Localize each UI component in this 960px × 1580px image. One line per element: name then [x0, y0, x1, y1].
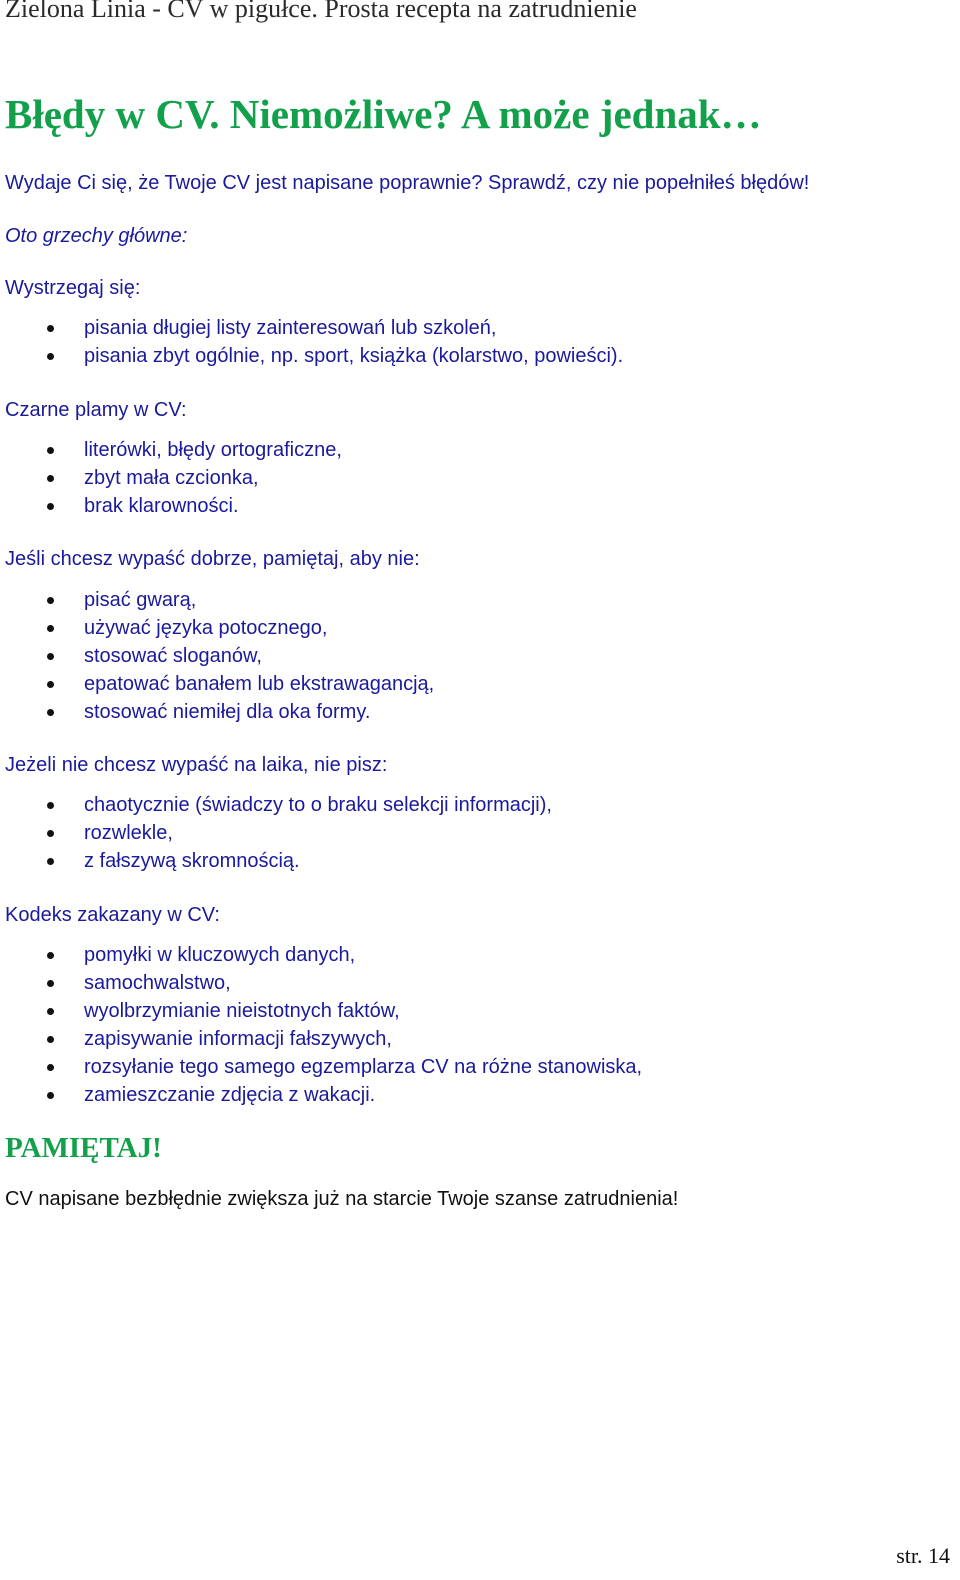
list-item-text: brak klarowności.: [84, 495, 239, 517]
list-item-text: rozwlekle,: [84, 822, 173, 844]
section-heading-forbidden-code: Kodeks zakazany w CV:: [5, 904, 220, 926]
page-number: str. 14: [896, 1543, 950, 1568]
section-heading-do-well: Jeśli chcesz wypaść dobrze, pamiętaj, aby nie:: [5, 548, 420, 570]
intro-paragraph: Wydaje Ci się, że Twoje CV jest napisane poprawnie? Sprawdź, czy nie popełniłeś błędów!: [5, 172, 810, 194]
list-item: [5, 436, 945, 464]
bullet-icon: [47, 353, 54, 360]
bullet-list-forbidden-code: [5, 941, 945, 1109]
list-item-text: stosować sloganów,: [84, 645, 262, 667]
bullet-list-black-spots: [5, 436, 945, 520]
list-item-text: zapisywanie informacji fałszywych,: [84, 1028, 392, 1050]
list-item: [5, 586, 945, 614]
list-item: [5, 464, 945, 492]
list-item-text: epatować banałem lub ekstrawagancją,: [84, 673, 435, 695]
list-item-text: chaotycznie (świadczy to o braku selekcji informacji),: [84, 794, 552, 816]
section-heading-black-spots: Czarne plamy w CV:: [5, 399, 187, 421]
subheading-main-sins: Oto grzechy główne:: [5, 225, 188, 247]
list-item: [5, 698, 945, 726]
list-item: [5, 969, 945, 997]
list-item-text: wyolbrzymianie nieistotnych faktów,: [84, 1000, 400, 1022]
list-item-text: pisania zbyt ogólnie, np. sport, książka (kolarstwo, powieści).: [84, 345, 624, 367]
bullet-icon: [47, 597, 54, 604]
bullet-list-not-amateur: [5, 791, 945, 875]
bullet-icon: [47, 475, 54, 482]
list-item: [5, 314, 945, 342]
bullet-icon: [47, 1092, 54, 1099]
bullet-icon: [47, 1064, 54, 1071]
list-item-text: z fałszywą skromnością.: [84, 850, 300, 872]
page-title: Błędy w CV. Niemożliwe? A może jednak…: [5, 91, 762, 137]
bullet-list-do-well: [5, 586, 945, 726]
list-item: [5, 642, 945, 670]
list-item: [5, 492, 945, 520]
bullet-icon: [47, 653, 54, 660]
list-item-text: zbyt mała czcionka,: [84, 467, 259, 489]
list-item: [5, 1025, 945, 1053]
bullet-icon: [47, 830, 54, 837]
section-heading-avoid: Wystrzegaj się:: [5, 277, 141, 299]
list-item-text: stosować niemiłej dla oka formy.: [84, 701, 371, 723]
bullet-icon: [47, 858, 54, 865]
section-heading-not-amateur: Jeżeli nie chcesz wypaść na laika, nie pisz:: [5, 754, 388, 776]
bullet-icon: [47, 802, 54, 809]
list-item: [5, 1053, 945, 1081]
bullet-icon: [47, 325, 54, 332]
list-item-text: używać języka potocznego,: [84, 617, 328, 639]
closing-paragraph: CV napisane bezbłędnie zwiększa już na starcie Twoje szanse zatrudnienia!: [5, 1188, 679, 1210]
list-item-text: pisania długiej listy zainteresowań lub szkoleń,: [84, 317, 497, 339]
bullet-icon: [47, 503, 54, 510]
bullet-icon: [47, 952, 54, 959]
bullet-list-avoid: [5, 314, 945, 370]
list-item: [5, 342, 945, 370]
remember-heading: PAMIĘTAJ!: [5, 1132, 162, 1164]
list-item: [5, 997, 945, 1025]
list-item: [5, 819, 945, 847]
list-item-text: literówki, błędy ortograficzne,: [84, 439, 342, 461]
list-item-text: samochwalstwo,: [84, 972, 231, 994]
bullet-icon: [47, 625, 54, 632]
list-item-text: rozsyłanie tego samego egzemplarza CV na różne stanowiska,: [84, 1056, 643, 1078]
list-item: [5, 941, 945, 969]
bullet-icon: [47, 681, 54, 688]
bullet-icon: [47, 1036, 54, 1043]
list-item: [5, 791, 945, 819]
list-item: [5, 670, 945, 698]
bullet-icon: [47, 709, 54, 716]
list-item-text: zamieszczanie zdjęcia z wakacji.: [84, 1084, 376, 1106]
list-item: [5, 847, 945, 875]
list-item-text: pomyłki w kluczowych danych,: [84, 944, 356, 966]
bullet-icon: [47, 447, 54, 454]
bullet-icon: [47, 1008, 54, 1015]
list-item-text: pisać gwarą,: [84, 589, 197, 611]
list-item: [5, 614, 945, 642]
running-header: Zielona Linia - CV w pigułce. Prosta recepta na zatrudnienie: [5, 0, 637, 23]
list-item: [5, 1081, 945, 1109]
bullet-icon: [47, 980, 54, 987]
